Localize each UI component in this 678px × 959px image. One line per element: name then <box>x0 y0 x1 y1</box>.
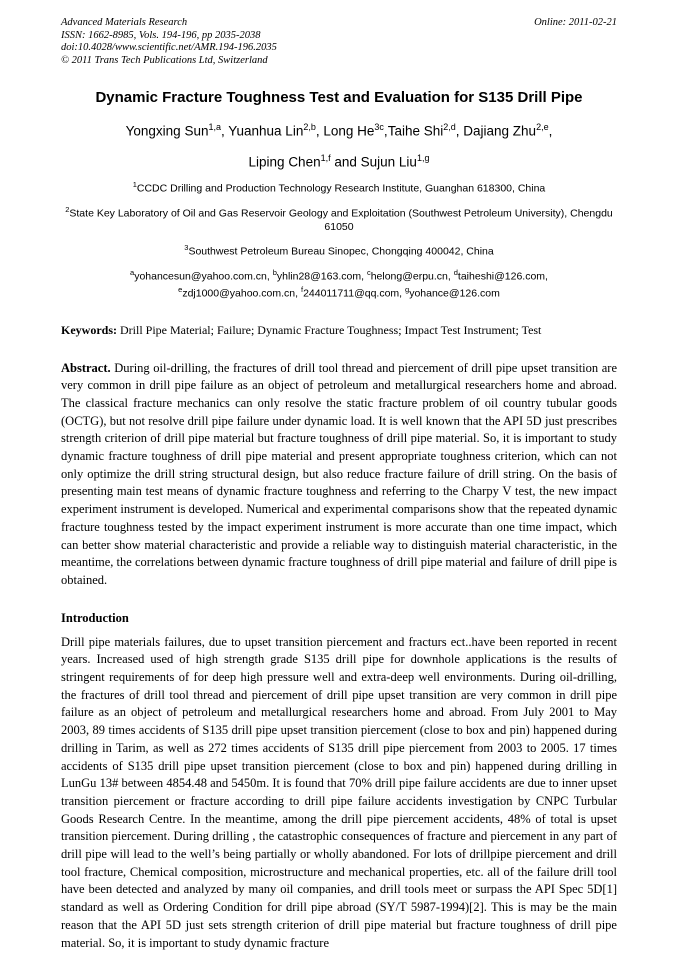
introduction-paragraph: Drill pipe materials failures, due to upset transition piercement and fracturs ect..have been reported in recent years. Increased used of high strength grade S135 drill pipe for downhole applications is the results of stringent requirements of for deep high pressure well and extra-deep well environments. During oil-drilling, the fractures of drill tool thread and piercement of drill pipe upset transition are very common in drill pipe failure as an object of petroleum and metallurgical researchers home and abroad. From July 2001 to May 2003, 89 times accidents of S135 drill pipe upset transition piercement (close to box and pin) happened during drilling in Tarim, as well as 272 times accidents of S135 drill pipe piercement from 2003 to 2005. 17 times accidents of S135 drill pipe upset transition piercement (close to box and pin) happened during drilling in LunGu 13# between 4854.48 and 5450m. It is found that 70% drill pipe failure accidents are due to inner upset transition piercement or fracture according to drill pipe failure accidents investigation by CNPC Turbular Goods Research Centre. In the meantime, among the drill pipe piercement accidents, 48% of total is upset transition piercement. During drilling , the catastrophic consequences of fracture and piercement in any part of drill pipe will lead to the well’s being partially or wholly abandoned. For lots of drillpipe piercement and drill tool fracture, Chemical composition, microstructure and mechanical properties, etc. all of the failure drill tool have been detected and analyzed by many oil companies, and drill tools meet or surpass the API Spec 5D[1] standard as well as Ordering Condition for drill pipe abroad (SY/T 5987-1994)[2]. This is may be the main reason that the API 5D just sets strength criterion of drill pipe material but fracture toughness of drill pipe material. So, it is important to study dynamic fracture <box>61 634 617 950</box>
online-date: Online: 2011-02-21 <box>534 17 617 28</box>
email-address: taiheshi@126.com <box>457 270 546 282</box>
paper-title: Dynamic Fracture Toughness Test and Evaluation for S135 Drill Pipe <box>95 89 583 106</box>
author-superscript: 2,e <box>536 122 549 132</box>
author-superscript: 2,b <box>303 122 316 132</box>
affiliation-1 <box>61 178 617 196</box>
emails-block <box>61 266 617 301</box>
email-superscript: d <box>453 267 458 277</box>
author-separator: , <box>220 123 229 139</box>
issn-line: ISSN: 1662-8985, Vols. 194-196, pp 2035-2038 <box>61 29 261 41</box>
author-separator: , <box>315 123 324 139</box>
author-separator: , <box>455 123 464 139</box>
journal-header <box>61 17 617 67</box>
email-separator: , <box>361 270 367 282</box>
section-heading-introduction: Introduction <box>61 610 129 625</box>
authors-line-2 <box>61 145 617 176</box>
email-separator: , <box>447 270 454 282</box>
author-superscript: 1,f <box>320 152 331 163</box>
affiliation-2 <box>61 203 617 235</box>
affiliation-text: Southwest Petroleum Bureau Sinopec, Chongqing 400042, China <box>188 245 494 258</box>
doi-line: doi:10.4028/www.scientific.net/AMR.194-196.2035 <box>61 42 277 53</box>
authors-line-1 <box>61 114 617 145</box>
email-superscript: c <box>366 267 371 277</box>
keywords-label: Keywords: <box>61 322 117 337</box>
email-separator: , <box>266 270 273 282</box>
email-superscript: f <box>300 285 304 294</box>
author-name: Yuanhua Lin <box>228 123 304 139</box>
authors-block <box>61 114 617 175</box>
journal-name: Advanced Materials Research <box>61 17 188 28</box>
journal-header-left <box>61 17 277 67</box>
author-name: Taihe Shi <box>387 123 444 139</box>
abstract-text: During oil-drilling, the fractures of drill tool thread and piercement of drill pipe upset transition are very common in drill pipe failure as an object of petroleum and metallurgical researchers home and abroad. The classical fracture mechanics can only resolve the static fracture problem of oil country tubular goods (OCTG), but not resolve drill pipe failure under dynamic load. It is well known that the API 5D just prescribes strength criterion of drill pipe material but fracture toughness of drill pipe material. So, it is important to study dynamic fracture toughness of drill pipe material and present appropriate toughness criterion, which can not only optimize the drill string structural design, but also reduce fracture failure of drill string. On the basis of presenting main test means of dynamic fracture toughness and referring to the Charpy V test, the new impact experiment instrument is developed. Numerical and experimental comparisons show that the repeated dynamic fracture toughness tested by the impact experiment instrument is more accurate than one time impact, which can better show material characteristic and provide a reliable way to distinguish material characteristic, in the meantime, the correlations between dynamic fracture toughness of drill pipe material and failure of drill pipe is obtained. <box>61 360 618 587</box>
emails-line-2 <box>61 283 617 301</box>
email-address: zdj1000@yahoo.com.cn <box>182 287 296 300</box>
author-name: Liping Chen <box>248 154 321 169</box>
affiliations-block <box>61 178 617 259</box>
affiliation-superscript: 1 <box>132 180 137 189</box>
author-separator: , <box>383 123 388 139</box>
email-separator: , <box>399 287 406 300</box>
affiliation-text: CCDC Drilling and Production Technology Research Institute, Guanghan 618300, China <box>136 182 546 195</box>
email-separator: , <box>545 270 548 282</box>
email-superscript: a <box>130 267 135 277</box>
emails-line-1 <box>61 266 617 284</box>
email-superscript: g <box>405 285 410 294</box>
keywords-line <box>61 322 617 338</box>
email-superscript: b <box>272 267 277 277</box>
author-superscript: 2,d <box>443 122 456 132</box>
author-name: Sujun Liu <box>360 154 417 169</box>
abstract-paragraph <box>61 360 617 590</box>
email-address: 244011711@qq.com <box>303 287 400 300</box>
email-address: yhlin28@163.com <box>276 270 362 282</box>
author-separator: , <box>548 123 553 139</box>
email-separator: , <box>295 287 301 300</box>
author-superscript: 3c <box>374 122 384 132</box>
abstract-label: Abstract. <box>61 360 111 375</box>
keywords-text: Drill Pipe Material; Failure; Dynamic Fracture Toughness; Impact Test Instrument; Test <box>120 322 542 337</box>
copyright-line: © 2011 Trans Tech Publications Ltd, Switzerland <box>61 54 268 66</box>
author-separator: and <box>330 154 361 169</box>
affiliation-superscript: 3 <box>184 243 189 252</box>
affiliation-superscript: 2 <box>65 204 70 214</box>
author-superscript: 1,g <box>416 152 430 163</box>
author-name: Dajiang Zhu <box>463 123 537 139</box>
author-name: Long He <box>323 123 375 139</box>
author-superscript: 1,a <box>208 122 221 132</box>
author-name: Yongxing Sun <box>125 123 209 139</box>
email-superscript: e <box>178 285 183 294</box>
affiliation-3 <box>61 241 617 259</box>
email-address: yohance@126.com <box>409 287 500 300</box>
affiliation-text: State Key Laboratory of Oil and Gas Reservoir Geology and Exploitation (Southwest Petroleum University), Chengdu 61050 <box>69 207 613 233</box>
email-address: helong@erpu.cn <box>370 270 448 282</box>
email-address: yohancesun@yahoo.com.cn <box>134 270 267 282</box>
